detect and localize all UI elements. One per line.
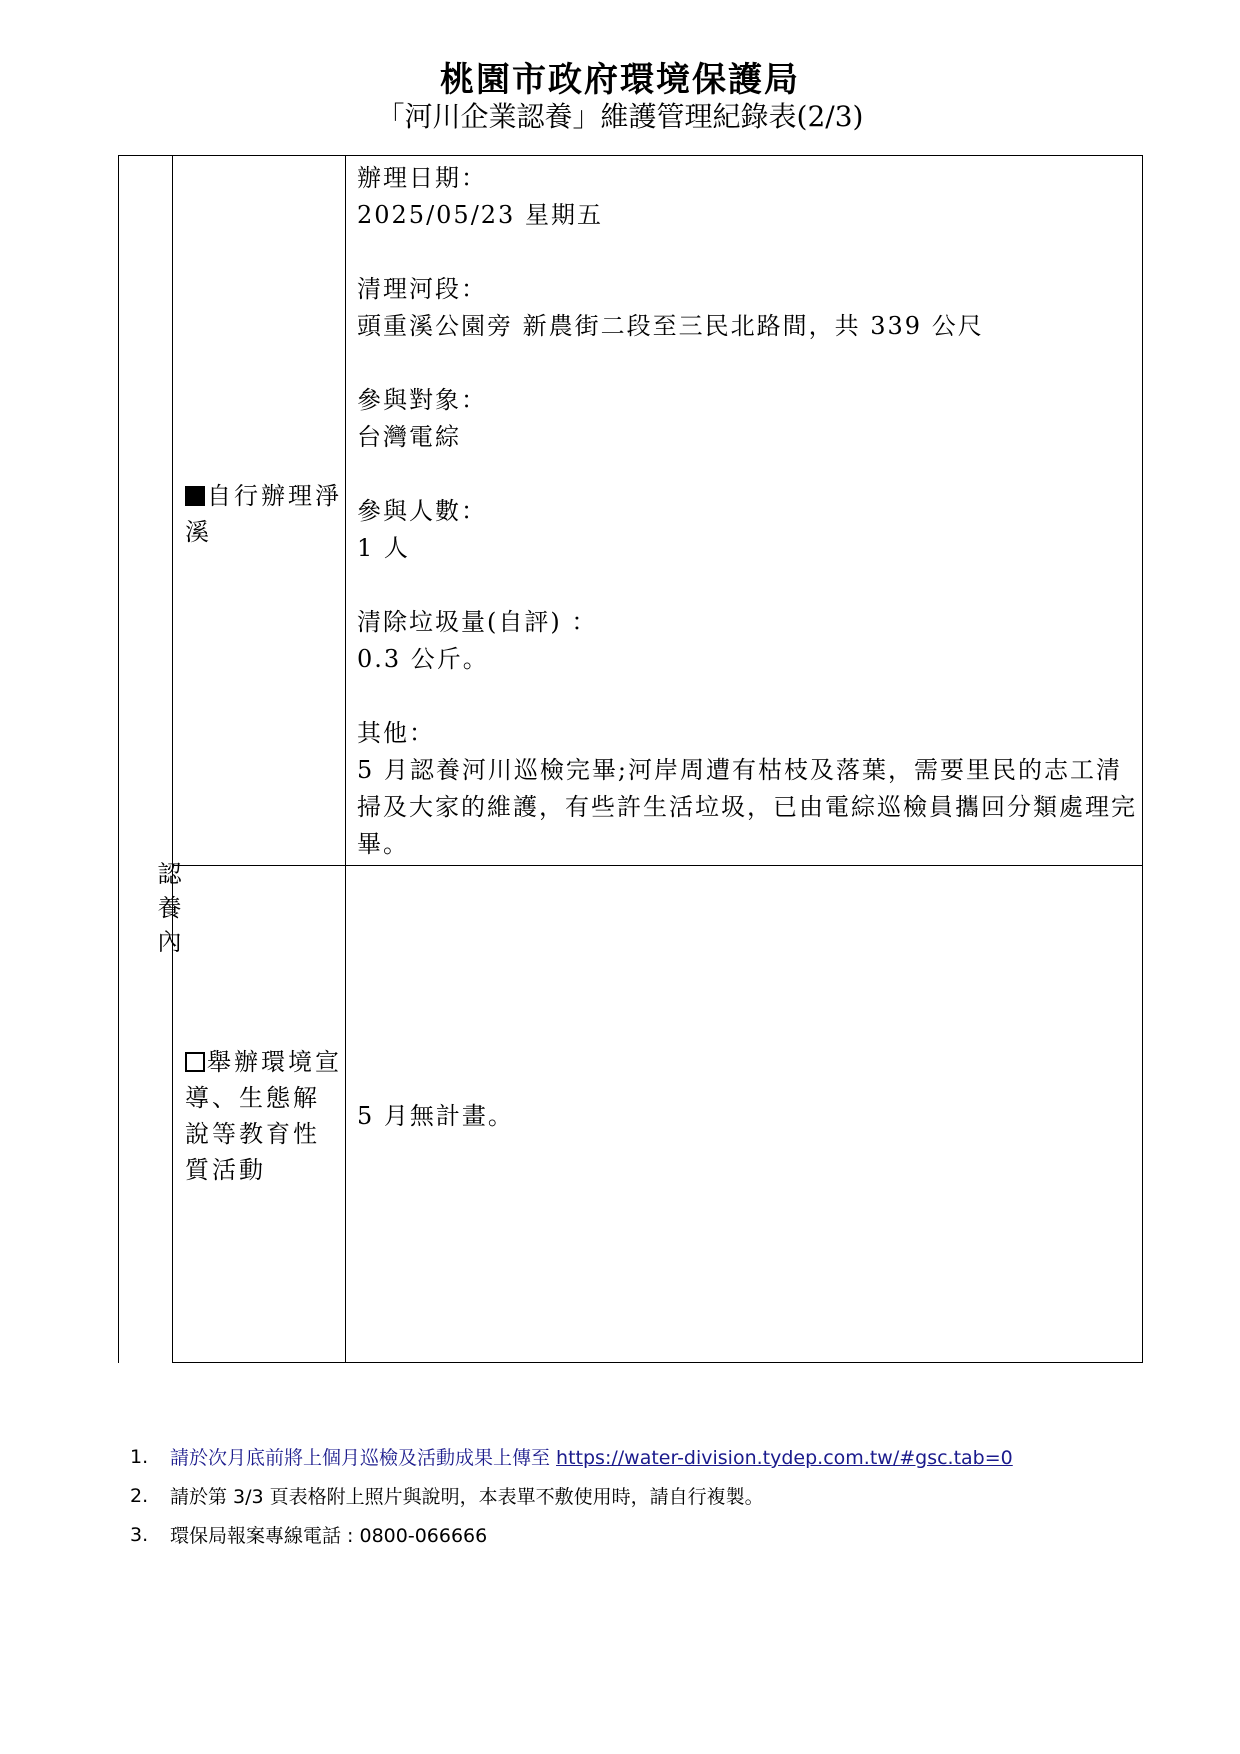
note-text: 請於次月底前將上個月巡檢及活動成果上傳至 <box>170 1447 557 1469</box>
field-label: 清除垃圾量(自評) ： <box>357 608 598 636</box>
field-value: 2025/05/23 星期五 <box>357 201 603 229</box>
note-number: 1. <box>130 1445 149 1468</box>
page-title: 桃園市政府環境保護局 <box>440 60 800 100</box>
field-participant-count <box>357 493 1137 567</box>
note-number: 2. <box>130 1484 149 1507</box>
field-value: 5 月認養河川巡檢完畢;河岸周遭有枯枝及落葉，需要里民的志工清掃及大家的維護，有些許生活垃圾，已由電綜巡檢員攜回分類處理完畢。 <box>357 756 1137 858</box>
table-border-right <box>1142 155 1143 1363</box>
upload-link[interactable] <box>170 1443 1013 1470</box>
category-education-activity <box>185 1044 345 1188</box>
field-date <box>357 160 1137 234</box>
field-river-section <box>357 271 1137 345</box>
field-label: 辦理日期： <box>357 164 487 192</box>
page-subtitle: 「河川企業認養」維護管理紀錄表(2/3) <box>376 100 864 133</box>
field-value: 頭重溪公園旁 新農街二段至三民北路間，共 339 公尺 <box>357 312 984 340</box>
note-item <box>130 1476 1130 1515</box>
field-other <box>357 715 1137 863</box>
field-label: 清理河段： <box>357 275 487 303</box>
activity-plan-text: 5 月無計畫。 <box>357 1102 514 1130</box>
note-text: 環保局報案專線電話 : 0800-066666 <box>170 1525 488 1547</box>
field-value: 1 人 <box>357 534 410 562</box>
note-item <box>130 1437 1130 1476</box>
note-item <box>130 1515 1130 1554</box>
cleanup-details <box>357 160 1137 900</box>
category-self-cleanup <box>185 478 345 550</box>
field-label: 其他： <box>357 719 435 747</box>
field-value: 0.3 公斤。 <box>357 645 489 673</box>
field-garbage-amount <box>357 604 1137 678</box>
field-participants <box>357 382 1137 456</box>
side-label: 認養內 <box>153 861 181 963</box>
side-label-cell <box>118 155 181 1363</box>
notes-list <box>130 1437 1130 1554</box>
field-value: 台灣電綜 <box>357 423 461 451</box>
checked-box-icon <box>185 486 205 506</box>
table-divider-col1 <box>172 155 173 1363</box>
table-border-top <box>118 155 1143 156</box>
table-border-bottom <box>172 1362 1143 1363</box>
category-label: 自行辦理淨溪 <box>185 482 342 546</box>
unchecked-box-icon <box>185 1052 205 1072</box>
field-label: 參與人數： <box>357 497 487 525</box>
category-label: 舉辦環境宣導、生態解說等教育性質活動 <box>185 1048 342 1184</box>
note-text: 請於第 3/3 頁表格附上照片與說明，本表單不敷使用時，請自行複製。 <box>170 1486 764 1508</box>
note-number: 3. <box>130 1523 149 1546</box>
field-label: 參與對象： <box>357 386 487 414</box>
upload-url[interactable]: https://water-division.tydep.com.tw/#gsc.tab=0 <box>556 1447 1013 1469</box>
table-divider-col2 <box>345 155 346 1363</box>
